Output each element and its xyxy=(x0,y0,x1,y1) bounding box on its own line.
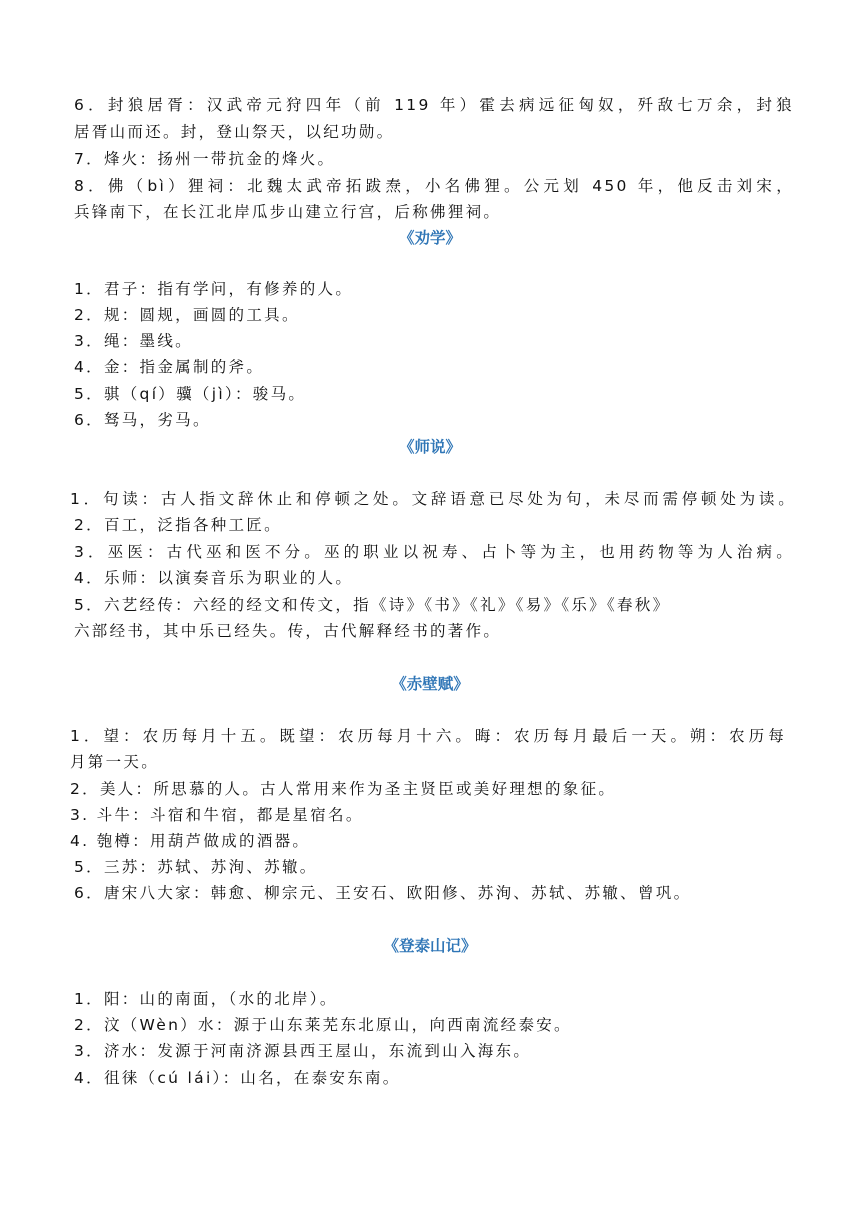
note-line: 5．骐（qí）骥（jì）：骏马。 xyxy=(74,385,307,403)
note-line: 8．佛（bì）狸祠：北魏太武帝拓跋焘，小名佛狸。公元划 450 年，他反击刘宋， xyxy=(74,177,794,195)
note-line: 7．烽火：扬州一带抗金的烽火。 xyxy=(74,150,336,168)
note-line: 2．规：圆规，画圆的工具。 xyxy=(74,306,300,324)
note-line: 4．徂徕（cú lái）：山名，在泰安东南。 xyxy=(74,1069,401,1087)
note-line: 3．巫医：古代巫和医不分。巫的职业以祝寿、占卜等为主，也用药物等为人治病。 xyxy=(74,543,794,561)
note-line: 1．望：农历每月十五。既望：农历每月十六。晦：农历每月最后一天。朔：农历每 xyxy=(70,727,786,745)
note-line: 3. 斗牛：斗宿和牛宿，都是星宿名。 xyxy=(70,806,364,824)
section-title-shishuo: 《师说》 xyxy=(398,438,461,456)
note-line: 月第一天。 xyxy=(70,753,160,771)
note-line: 5．六艺经传：六经的经文和传文，指《诗》《书》《礼》《易》《乐》《春秋》 xyxy=(74,596,671,614)
note-line: 4. 匏樽：用葫芦做成的酒器。 xyxy=(70,832,311,850)
note-line: 5．三苏：苏轼、苏洵、苏辙。 xyxy=(74,858,318,876)
note-line: 1．阳：山的南面，（水的北岸）。 xyxy=(74,990,338,1008)
note-line: 2．汶（Wèn）水：源于山东莱芜东北原山，向西南流经泰安。 xyxy=(74,1016,572,1034)
note-line: 2．百工，泛指各种工匠。 xyxy=(74,516,282,534)
section-title-chibifu: 《赤壁赋》 xyxy=(391,675,469,693)
note-line: 3．济水：发源于河南济源县西王屋山，东流到山入海东。 xyxy=(74,1042,532,1060)
note-line: 居胥山而还。封，登山祭天，以纪功勋。 xyxy=(74,123,395,141)
note-line: 1．君子：指有学问，有修养的人。 xyxy=(74,280,354,298)
note-line: 6．驽马，劣马。 xyxy=(74,411,211,429)
section-title-dengtaishanji: 《登泰山记》 xyxy=(383,937,477,955)
note-line: 3．绳：墨线。 xyxy=(74,332,193,350)
note-line: 六部经书，其中乐已经失。传，古代解释经书的著作。 xyxy=(74,622,502,640)
section-title-quanxue: 《劝学》 xyxy=(398,229,461,247)
note-line: 4．金：指金属制的斧。 xyxy=(74,358,265,376)
note-line: 6．唐宋八大家：韩愈、柳宗元、王安石、欧阳修、苏洵、苏轼、苏辙、曾巩。 xyxy=(74,884,692,902)
note-line: 兵锋南下，在长江北岸瓜步山建立行宫，后称佛狸祠。 xyxy=(74,203,502,221)
note-line: 2．美人：所思慕的人。古人常用来作为圣主贤臣或美好理想的象征。 xyxy=(70,780,617,798)
note-line: 4．乐师：以演奏音乐为职业的人。 xyxy=(74,569,354,587)
note-line: 6．封狼居胥：汉武帝元狩四年（前 119 年）霍去病远征匈奴，歼敌七万余，封狼 xyxy=(74,96,794,114)
note-line: 1．句读：古人指文辞休止和停顿之处。文辞语意已尽处为句，未尽而需停顿处为读。 xyxy=(70,490,796,508)
